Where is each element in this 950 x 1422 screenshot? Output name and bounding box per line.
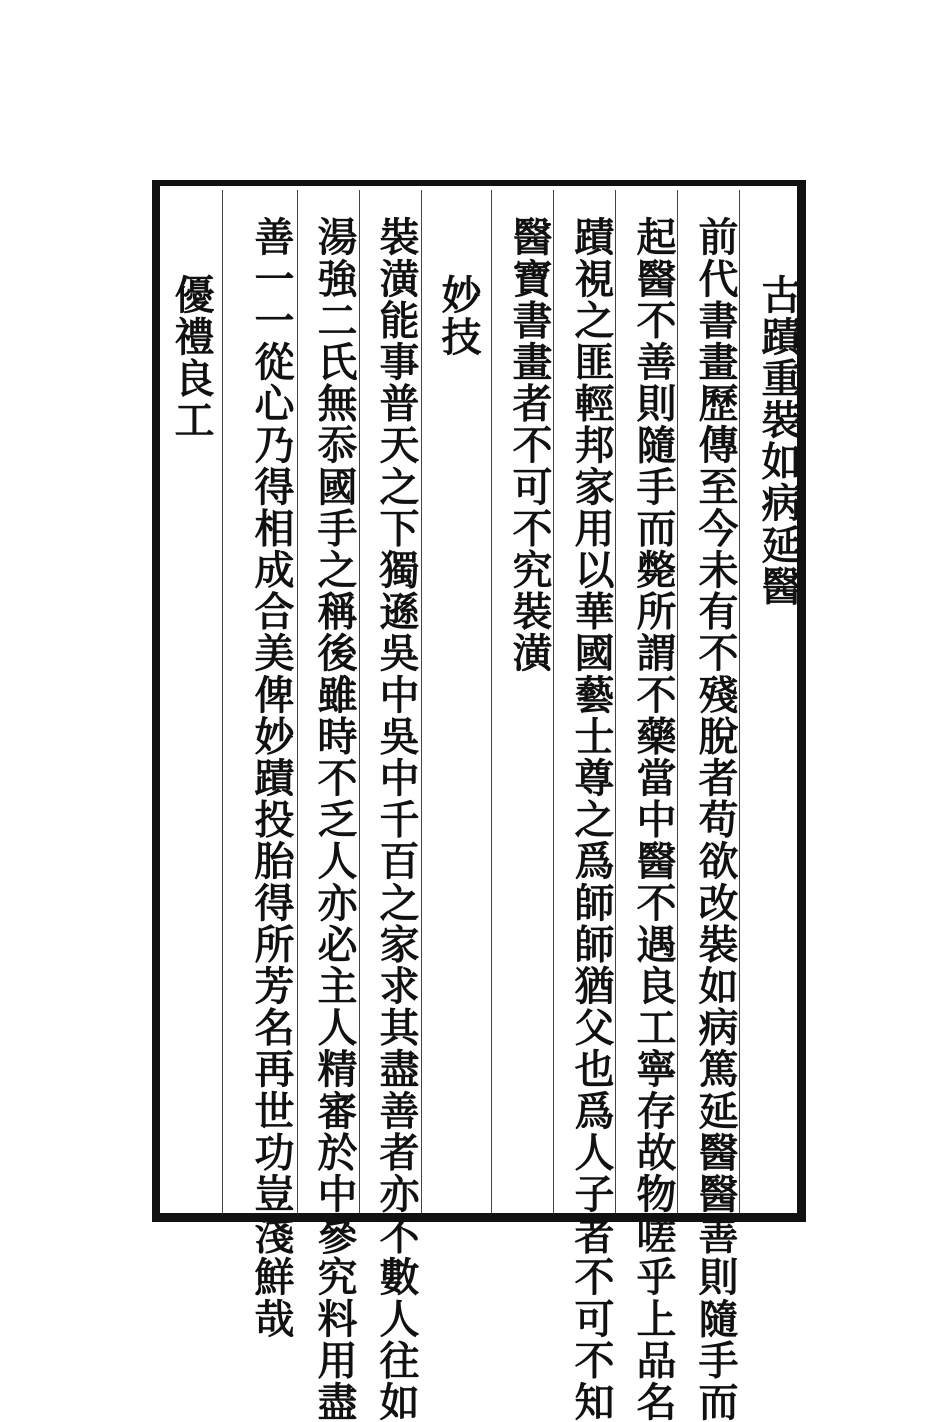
section-heading-guji-zhongzhuang: 古蹟重裝如病延醫	[755, 274, 802, 607]
column-rule	[297, 190, 298, 1213]
text-column: 湯強二氏無忝國手之稱後雖時不乏人亦必主人精審於中參究料用盡	[311, 216, 358, 1422]
column-rule	[222, 190, 223, 1213]
section-heading-miaoji: 妙技	[435, 274, 482, 358]
text-column: 善一一從心乃得相成合美俾妙蹟投胎得所芳名再世功豈淺鮮哉	[248, 216, 295, 1340]
text-column: 醫寶書畫者不可不究裝潢	[506, 216, 553, 674]
text-column: 前代書畫歷傳至今未有不殘脫者苟欲改裝如病篤延醫醫善則隨手而	[692, 216, 739, 1422]
text-column: 起醫不善則隨手而斃所謂不藥當中醫不遇良工寧存故物嗟乎上品名	[630, 216, 677, 1422]
text-column: 蹟視之匪輕邦家用以華國藝士尊之爲師師猶父也爲人子者不可不知	[568, 216, 615, 1422]
section-heading-youli-lianggong: 優禮良工	[168, 274, 215, 441]
column-rule	[491, 190, 492, 1213]
text-column: 裝潢能事普天之下獨遜吳中吳中千百之家求其盡善者亦不數人往如	[373, 216, 420, 1422]
